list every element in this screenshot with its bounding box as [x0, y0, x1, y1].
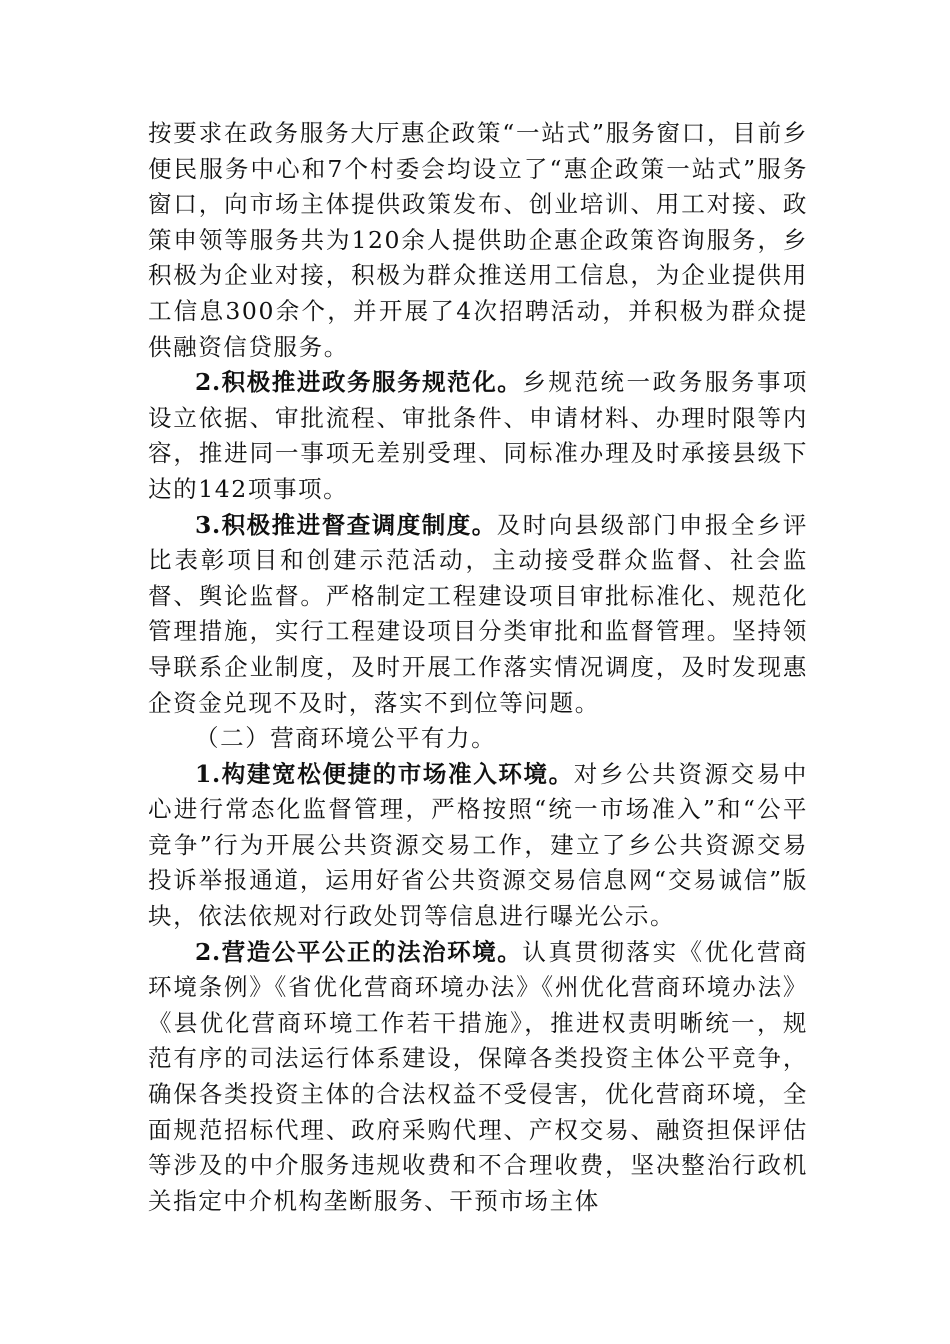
paragraph-item-2 [148, 365, 808, 507]
paragraph-text: 认真贯彻落实《优化营商环境条例》《省优化营商环境办法》《州优化营商环境办法》《县优化营商环境工作若干措施》，推进权责明晰统一，规范有序的司法运行体系建设，保障各类投资主体公平竞争，确保各类投资主体的合法权益不受侵害，优化营商环境，全面规范招标代理、政府采购代理、产权交易、融资担保评估等涉及的中介服务违规收费和不合理收费，坚决整治行政机关指定中介机构垄断服务、干预市场主体 [148, 937, 808, 1215]
paragraph-item-2-legal [148, 935, 808, 1220]
section-heading-text: （二）营商环境公平有力。 [195, 724, 497, 753]
paragraph-item-1-market [148, 757, 808, 935]
paragraph-lead: 1.构建宽松便捷的市场准入环境。 [195, 759, 574, 788]
document-body [148, 116, 808, 1219]
paragraph-lead: 2.积极推进政务服务规范化。 [195, 368, 523, 397]
paragraph-text: 对乡公共资源交易中心进行常态化监督管理，严格按照“统一市场准入”和“公平竞争”行为开展公共资源交易工作，建立了乡公共资源交易投诉举报通道，运用好省公共资源交易信息网“交易诚信”版块，依法依规对行政处罚等信息进行曝光公示。 [148, 759, 808, 931]
paragraph-lead: 2.营造公平公正的法治环境。 [195, 937, 523, 966]
section-heading [148, 721, 808, 757]
paragraph-item-3 [148, 508, 808, 722]
paragraph-text: 及时向县级部门申报全乡评比表彰项目和创建示范活动，主动接受群众监督、社会监督、舆论监督。严格制定工程建设项目审批标准化、规范化管理措施，实行工程建设项目分类审批和监督管理。坚持领导联系企业制度，及时开展工作落实情况调度，及时发现惠企资金兑现不及时，落实不到位等问题。 [148, 510, 808, 717]
paragraph-text: 按要求在政务服务大厅惠企政策“一站式”服务窗口，目前乡便民服务中心和7个村委会均设立了“惠企政策一站式”服务窗口，向市场主体提供政策发布、创业培训、用工对接、政策申领等服务共为120余人提供助企惠企政策咨询服务，乡积极为企业对接，积极为群众推送用工信息，为企业提供用工信息300余个，并开展了4次招聘活动，并积极为群众提供融资信贷服务。 [148, 119, 808, 361]
paragraph-lead: 3.积极推进督查调度制度。 [195, 510, 497, 539]
paragraph-text: 乡规范统一政务服务事项设立依据、审批流程、审批条件、申请材料、办理时限等内容，推进同一事项无差别受理、同标准办理及时承接县级下达的142项事项。 [148, 368, 808, 503]
paragraph-continuation [148, 116, 808, 365]
